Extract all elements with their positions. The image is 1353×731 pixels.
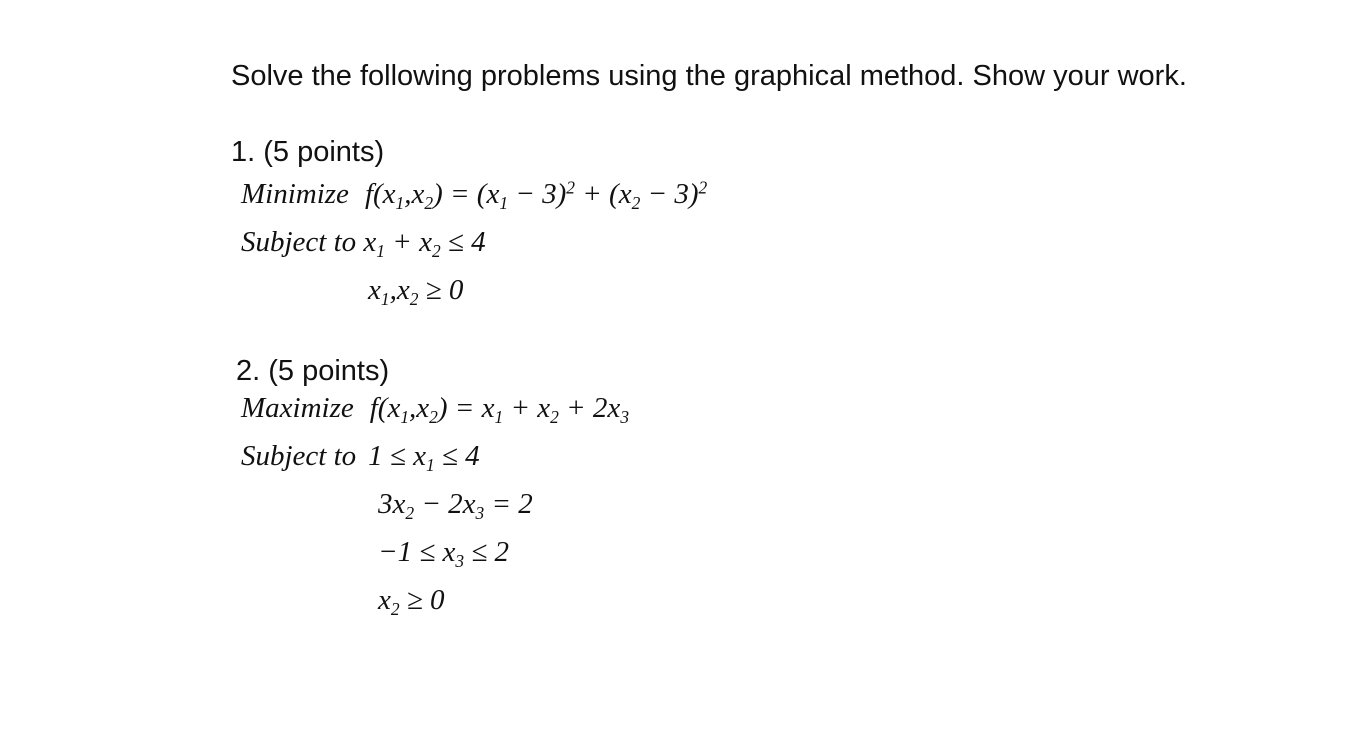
problem-2-constraint-3: $-1 \le x_3 \le 2$ [378,536,509,572]
problem-2-constraint-4: $x_2 \ge 0$ [378,584,445,620]
problem-1-objective-keyword: Minimize [241,178,349,210]
problem-2-constraint-keyword: Subject to [241,440,357,472]
problem-2-label: 2. (5 points) [236,355,390,387]
problem-1-constraint-1: Subject to $x_1 + x_2 \le 4$ [241,226,486,262]
problem-1-objective [241,177,708,214]
problem-2-constraint-1: Subject to $1 \le x_1 \le 4$ [241,440,480,476]
problem-1-constraint-keyword: Subject to [241,226,357,258]
problem-2-objective-keyword: Maximize [241,392,354,424]
instruction-text: Solve the following problems using the graphical method. Show your work. [231,60,1187,92]
problem-1-label: 1. (5 points) [231,136,385,168]
problem-1-constraint-2: $x_1,x_2 \ge 0$ [368,274,464,310]
problem-2-objective: Maximize $f(x_1,x_2) = x_1 + x_2 + 2x_3$ [241,392,630,428]
p1-obj-rhs: = $(x_1 - 3)^2 + (x_2 - 3)^2$ [442,177,708,214]
problem-2-constraint-2: $3x_2 - 2x_3 = 2$ [378,488,533,524]
p1-obj-lhs: $f(x_1,x_2)$ [364,178,443,214]
